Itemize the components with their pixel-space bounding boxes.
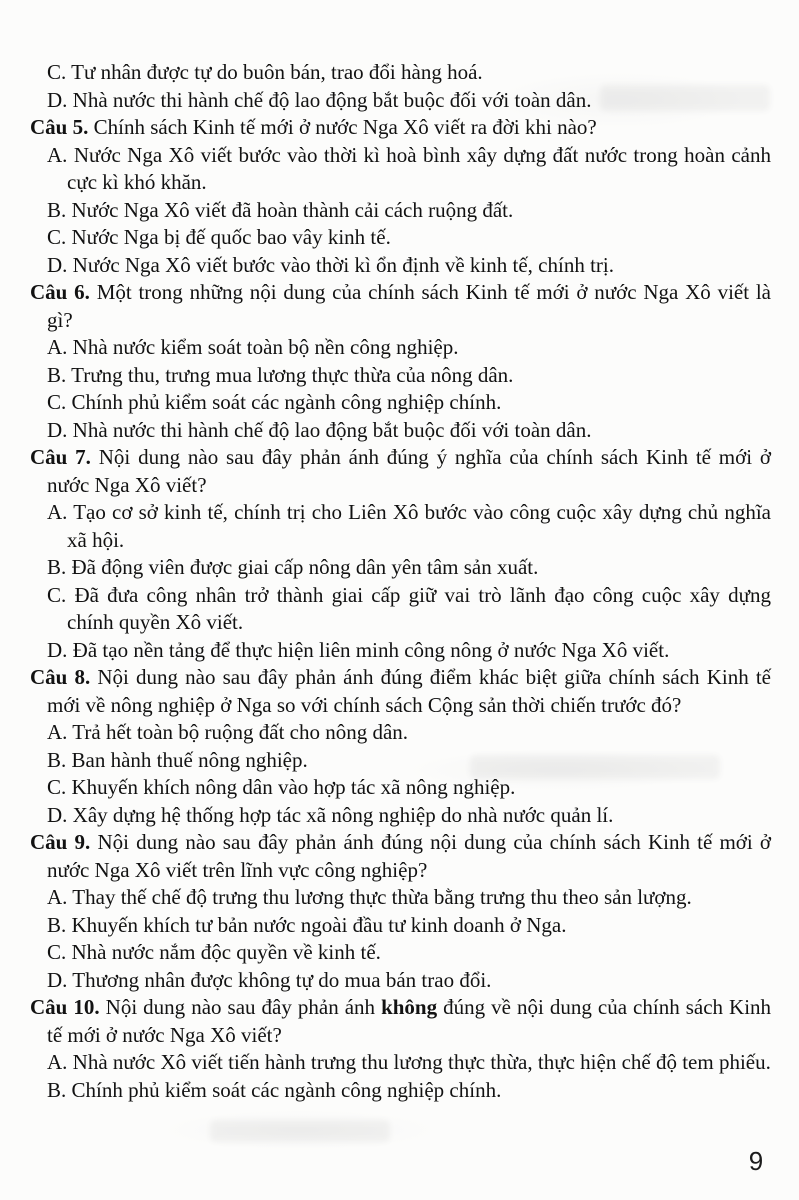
option-text: Nhà nước thi hành chế độ lao động bắt buộc đối với toàn dân. bbox=[72, 87, 592, 112]
option-row bbox=[30, 802, 771, 830]
question-text-pre: Một trong những nội dung của chính sách Kinh tế mới ở nước Nga Xô viết là gì? bbox=[47, 280, 772, 332]
quiz-content bbox=[30, 59, 771, 1104]
option-letter: C. bbox=[47, 225, 67, 249]
option-letter: A. bbox=[47, 720, 68, 744]
option-row bbox=[30, 142, 771, 197]
option-row bbox=[30, 554, 771, 582]
question-text bbox=[30, 829, 771, 884]
option-letter: A. bbox=[47, 335, 68, 359]
question-text-post: đúng về nội dung của chính sách Kinh tế mới ở nước Nga Xô viết? bbox=[47, 995, 772, 1047]
scan-bleed-artifact bbox=[210, 1120, 390, 1142]
option-text: Trả hết toàn bộ ruộng đất cho nông dân. bbox=[72, 720, 409, 744]
option-row bbox=[30, 1049, 771, 1077]
question-block bbox=[30, 994, 771, 1104]
question-text bbox=[30, 994, 771, 1049]
option-text: Chính phủ kiểm soát các ngành công nghiệp chính. bbox=[71, 390, 502, 414]
question-block bbox=[30, 829, 771, 994]
option-row bbox=[30, 582, 771, 637]
option-text: Trưng thu, trưng mua lương thực thừa của nông dân. bbox=[71, 362, 514, 387]
option-letter: A. bbox=[47, 885, 68, 909]
question-text bbox=[30, 444, 771, 499]
option-row bbox=[30, 747, 771, 775]
question-block bbox=[30, 444, 771, 664]
option-letter: B. bbox=[47, 555, 67, 579]
option-text: Đã tạo nền tảng để thực hiện liên minh công nông ở nước Nga Xô viết. bbox=[72, 637, 670, 662]
option-row bbox=[30, 87, 771, 115]
option-row bbox=[30, 774, 771, 802]
option-letter: A. bbox=[47, 500, 68, 524]
question-number: Câu 10. bbox=[30, 995, 100, 1019]
question-text-pre: Nội dung nào sau đây phản ánh đúng điểm khác biệt giữa chính sách Kinh tế mới về nông nghiệp ở Nga so với chính sách Cộng sản thời chiến trước đó? bbox=[47, 665, 771, 717]
option-letter: C. bbox=[47, 940, 67, 964]
option-letter: C. bbox=[47, 390, 67, 414]
option-letter: A. bbox=[47, 1050, 68, 1074]
option-letter: D. bbox=[47, 417, 68, 442]
option-row bbox=[30, 362, 771, 390]
option-row bbox=[30, 884, 771, 912]
question-block bbox=[30, 279, 771, 444]
option-letter: B. bbox=[47, 197, 67, 222]
question-block bbox=[30, 664, 771, 829]
option-row bbox=[30, 719, 771, 747]
question-text-pre: Nội dung nào sau đây phản ánh đúng nội dung của chính sách Kinh tế mới ở nước Nga Xô viết trên lĩnh vực công nghiệp? bbox=[47, 830, 772, 882]
question-number: Câu 5. bbox=[30, 115, 89, 139]
option-row bbox=[30, 224, 771, 252]
option-row bbox=[30, 417, 771, 445]
option-text: Tạo cơ sở kinh tế, chính trị cho Liên Xô bước vào công cuộc xây dựng chủ nghĩa xã hội. bbox=[67, 500, 771, 552]
question-number: Câu 8. bbox=[30, 665, 91, 689]
option-letter: D. bbox=[47, 967, 68, 992]
option-text: Khuyến khích nông dân vào hợp tác xã nông nghiệp. bbox=[71, 775, 516, 799]
question-text bbox=[30, 114, 771, 142]
option-text: Đã động viên được giai cấp nông dân yên tâm sản xuất. bbox=[71, 555, 539, 579]
option-letter: C. bbox=[47, 582, 67, 607]
option-row bbox=[30, 637, 771, 665]
question-text-bold: không bbox=[381, 995, 438, 1019]
option-text: Xây dựng hệ thống hợp tác xã nông nghiệp do nhà nước quản lí. bbox=[72, 802, 614, 827]
option-text: Nước Nga Xô viết đã hoàn thành cải cách ruộng đất. bbox=[71, 197, 514, 222]
option-row bbox=[30, 499, 771, 554]
question-text-pre: Nội dung nào sau đây phản ánh đúng ý nghĩa của chính sách Kinh tế mới ở nước Nga Xô viết? bbox=[47, 445, 771, 497]
option-text: Chính phủ kiểm soát các ngành công nghiệp chính. bbox=[71, 1077, 502, 1102]
option-row bbox=[30, 1077, 771, 1105]
option-letter: B. bbox=[47, 1077, 67, 1102]
question-text-pre: Nội dung nào sau đây phản ánh bbox=[105, 995, 376, 1019]
option-row bbox=[30, 252, 771, 280]
option-text: Nhà nước nắm độc quyền về kinh tế. bbox=[71, 940, 381, 964]
option-row bbox=[30, 912, 771, 940]
page-number: 9 bbox=[748, 1146, 764, 1176]
option-letter: A. bbox=[47, 142, 68, 167]
option-letter: B. bbox=[47, 747, 67, 772]
option-text: Nước Nga bị đế quốc bao vây kinh tế. bbox=[71, 225, 391, 249]
option-letter: B. bbox=[47, 362, 67, 387]
option-row bbox=[30, 59, 771, 87]
option-row bbox=[30, 197, 771, 225]
option-text: Nước Nga Xô viết bước vào thời kì ổn định về kinh tế, chính trị. bbox=[72, 252, 614, 277]
question-text-pre: Chính sách Kinh tế mới ở nước Nga Xô viết ra đời khi nào? bbox=[93, 115, 597, 139]
option-text: Thay thế chế độ trưng thu lương thực thừa bằng trưng thu theo sản lượng. bbox=[72, 885, 692, 909]
question-text bbox=[30, 279, 771, 334]
option-text: Nhà nước kiểm soát toàn bộ nền công nghiệp. bbox=[72, 335, 459, 359]
question-number: Câu 6. bbox=[30, 280, 90, 304]
option-letter: D. bbox=[47, 252, 68, 277]
option-text: Ban hành thuế nông nghiệp. bbox=[71, 747, 308, 772]
option-letter: D. bbox=[47, 87, 68, 112]
option-row bbox=[30, 939, 771, 967]
option-text: Khuyến khích tư bản nước ngoài đầu tư kinh doanh ở Nga. bbox=[71, 912, 567, 937]
option-text: Nhà nước thi hành chế độ lao động bắt buộc đối với toàn dân. bbox=[72, 417, 592, 442]
option-row bbox=[30, 334, 771, 362]
option-text: Nhà nước Xô viết tiến hành trưng thu lương thực thừa, thực hiện chế độ tem phiếu. bbox=[72, 1050, 771, 1074]
question-block bbox=[30, 114, 771, 279]
option-text: Đã đưa công nhân trở thành giai cấp giữ vai trò lãnh đạo công cuộc xây dựng chính quyền Xô viết. bbox=[67, 582, 772, 634]
option-text: Tư nhân được tự do buôn bán, trao đổi hàng hoá. bbox=[71, 60, 483, 84]
question-text bbox=[30, 664, 771, 719]
option-letter: C. bbox=[47, 60, 67, 84]
option-letter: B. bbox=[47, 912, 67, 937]
option-letter: D. bbox=[47, 637, 68, 662]
option-text: Nước Nga Xô viết bước vào thời kì hoà bình xây dựng đất nước trong hoàn cảnh cực kì khó khăn. bbox=[67, 142, 771, 194]
option-row bbox=[30, 389, 771, 417]
question-number: Câu 9. bbox=[30, 830, 91, 854]
question-number: Câu 7. bbox=[30, 445, 91, 469]
option-row bbox=[30, 967, 771, 995]
option-letter: C. bbox=[47, 775, 67, 799]
option-text: Thương nhân được không tự do mua bán trao đổi. bbox=[72, 967, 492, 992]
option-letter: D. bbox=[47, 802, 68, 827]
